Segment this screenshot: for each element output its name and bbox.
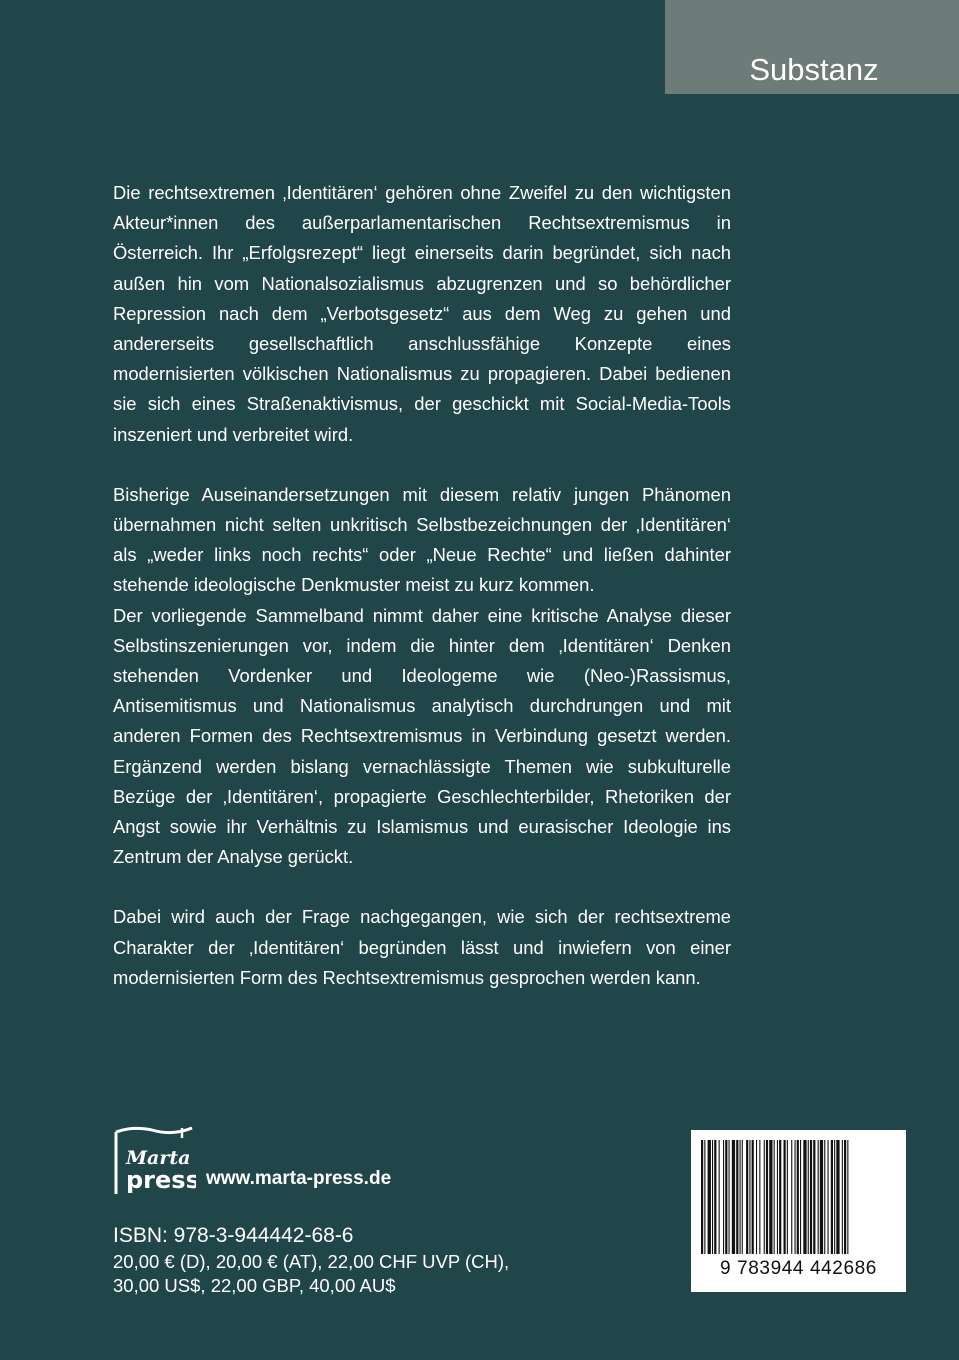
barcode-bar <box>759 1140 760 1254</box>
barcode-bar <box>791 1140 792 1254</box>
barcode-bar <box>725 1140 727 1254</box>
barcode-bar <box>749 1140 750 1254</box>
barcode-bar <box>784 1140 786 1254</box>
barcode-bar <box>828 1140 829 1254</box>
barcode-bar <box>834 1140 835 1254</box>
isbn: ISBN: 978-3-944442-68-6 <box>113 1224 354 1247</box>
barcode-bar <box>808 1140 809 1254</box>
barcode-bar <box>847 1140 848 1254</box>
barcode-bar <box>818 1140 819 1254</box>
blurb-paragraph-2: Bisherige Auseinandersetzungen mit diesem relativ jungen Phänomen übernahmen nicht selten unkritisch Selbstbezeichnungen der ‚Identitären‘ als „weder links noch rechts“ oder „Neue Rechte“ und ließen dahinter stehende ideologische Denkmuster meist zu kurz kommen. <box>113 483 731 596</box>
series-label: Substanz <box>665 0 959 94</box>
barcode-bar <box>774 1140 775 1254</box>
barcode-bar <box>714 1140 716 1254</box>
barcode-bar <box>844 1140 846 1254</box>
barcode-bar <box>824 1140 825 1254</box>
blurb-paragraph-3: Der vorliegende Sammelband nimmt daher eine kritische Analyse dieser Selbstinszenierungen vor, indem die hinter dem ‚Identitären‘ Denken stehenden Vordenker und Ideologeme wie (Neo-)Rassismus, Antisemitismus und Nationalismus analytisch durchdrungen und mit anderen Formen des Rechtsextremismus in Verbindung gesetzt werden. Ergänzend werden bislang vernachlässigte Themen wie subkulturelle Bezüge der ‚Identitären‘, propagierte Geschlechterbilder, Rhetoriken der Angst sowie ihr Verhältnis zu Islamismus und eurasischer Ideologie ins Zentrum der Analyse gerückt. <box>113 604 731 868</box>
back-cover-blurb <box>113 178 731 993</box>
barcode-bar <box>701 1140 703 1254</box>
price-line-2: 30,00 US$, 22,00 GBP, 40,00 AU$ <box>113 1275 396 1296</box>
barcode-digits: 9 783944 442686 <box>720 1258 877 1279</box>
barcode-bar <box>836 1140 839 1254</box>
barcode-bar <box>766 1140 768 1254</box>
barcode-bar <box>740 1140 741 1254</box>
barcode-bar <box>787 1140 788 1254</box>
barcode-bar <box>813 1140 815 1254</box>
barcode-bar <box>795 1140 796 1254</box>
barcode-bar <box>719 1140 720 1254</box>
barcode-bar <box>842 1140 843 1254</box>
barcode-bar <box>803 1140 806 1254</box>
barcode-bar <box>752 1140 754 1254</box>
marta-press-logo <box>112 1124 196 1196</box>
publisher-url[interactable]: www.marta-press.de <box>206 1168 392 1189</box>
barcode-bar <box>831 1140 833 1254</box>
barcode-bar <box>746 1140 748 1254</box>
logo-wordmark-top: Marta <box>126 1147 191 1169</box>
barcode-bar <box>708 1140 711 1254</box>
barcode-bar <box>800 1140 801 1254</box>
barcode-bar <box>729 1140 730 1254</box>
barcode-bar <box>742 1140 743 1254</box>
barcode-bar <box>704 1140 705 1254</box>
price-line-1: 20,00 € (D), 20,00 € (AT), 22,00 CHF UVP (CH), <box>113 1251 510 1272</box>
barcode-bar <box>779 1140 781 1254</box>
barcode-bar <box>764 1140 765 1254</box>
blurb-paragraph-1: Die rechtsextremen ‚Identitären‘ gehören ohne Zweifel zu den wichtigsten Akteur*innen des außerparlamentarischen Rechtsextremismus in Österreich. Ihr „Erfolgsrezept“ liegt einerseits darin begründet, sich nach außen hin vom Nationalsozialismus abzugrenzen und so behördlicher Repression nach dem „Verbotsgesetz“ aus dem Weg zu gehen und andererseits gesellschaftlich anschlussfähige Konzepte eines modernisierten völkischen Nationalismus zu propagieren. Dabei bedienen sie sich eines Straßenaktivismus, der geschickt mit Social-Media-Tools inszeniert und verbreitet wird. <box>113 182 731 445</box>
barcode-bar <box>777 1140 778 1254</box>
barcode-bar <box>797 1140 799 1254</box>
barcode-bar <box>712 1140 713 1254</box>
barcode <box>691 1130 906 1292</box>
barcode-bar <box>810 1140 812 1254</box>
logo-wordmark-bottom: press <box>126 1166 196 1194</box>
barcode-bar <box>732 1140 735 1254</box>
blurb-paragraph-4: Dabei wird auch der Frage nachgegangen, wie sich der rechtsextreme Charakter der ‚Identitären‘ begründen lässt und inwiefern von einer modernisierten Form des Rechtsextremismus gesprochen werden kann. <box>113 906 731 988</box>
price-list <box>113 1250 509 1298</box>
barcode-bar <box>820 1140 823 1254</box>
barcode-bar <box>736 1140 738 1254</box>
barcode-bar <box>769 1140 772 1254</box>
barcode-bar <box>723 1140 724 1254</box>
barcode-bar <box>756 1140 757 1254</box>
